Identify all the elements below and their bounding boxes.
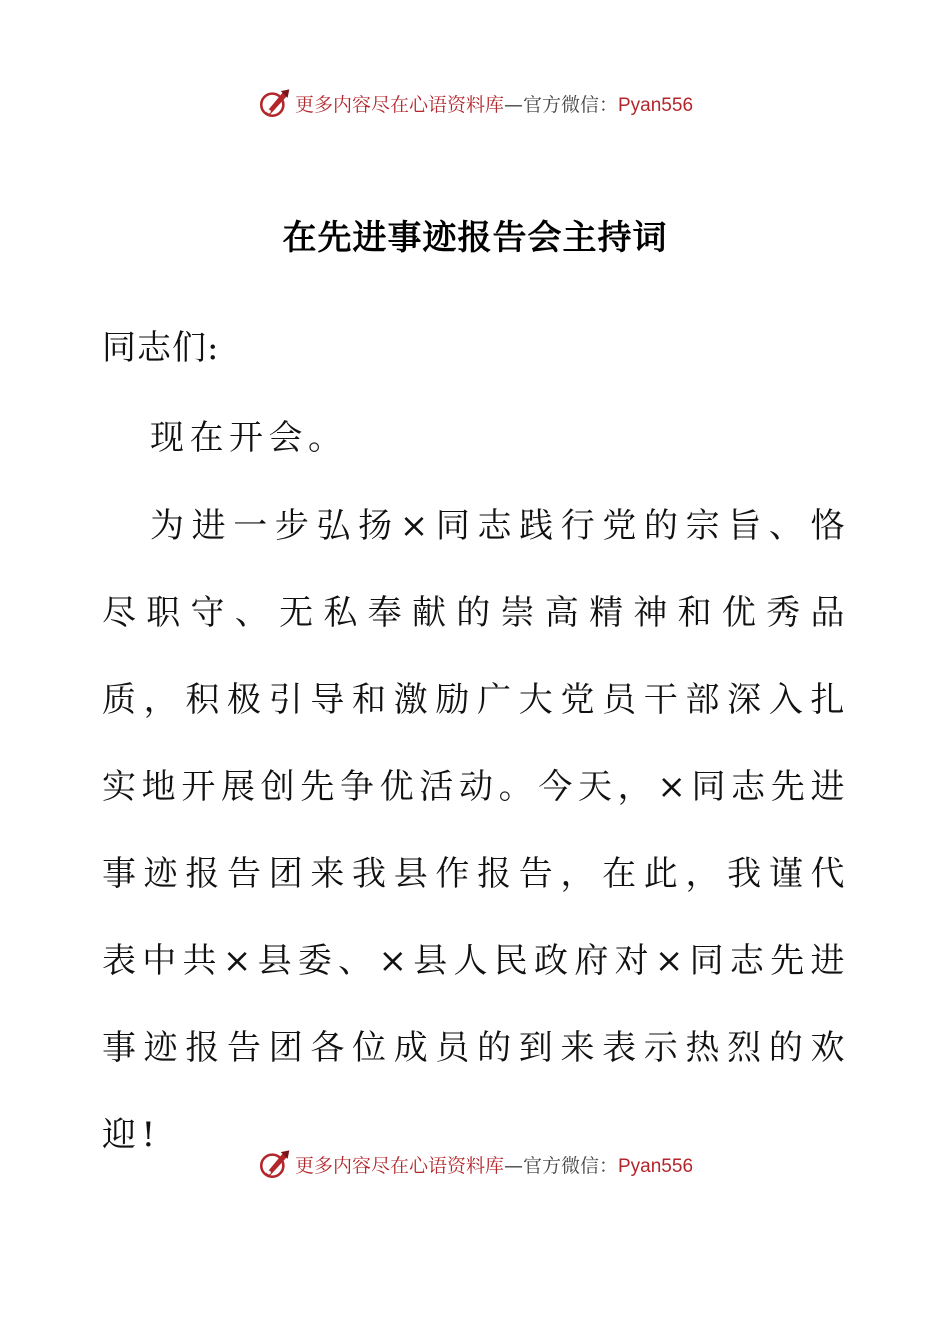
salutation: 同志们:: [102, 328, 220, 368]
wechat-id: Pyan556: [618, 1155, 694, 1177]
wechat-label: 官方微信：: [522, 93, 618, 116]
footer-watermark-text: [295, 1151, 693, 1178]
banner-dash: —: [503, 93, 523, 116]
header-watermark-banner: [0, 83, 950, 123]
wechat-id: Pyan556: [618, 94, 694, 116]
library-name: 更多内容尽在心语资料库: [294, 1154, 504, 1177]
wechat-label: 官方微信：: [522, 1154, 618, 1177]
pen-nib-logo-icon: [257, 1147, 291, 1181]
paragraph-body: 为进一步弘扬×同志践行党的宗旨、恪尽职守、无私奉献的崇高精神和优秀品质，积极引导和激励广大党员干部深入扎实地开展创先争优活动。今天，×同志先进事迹报告团来我县作报告，在此，我谨代表中共×县委、×县人民政府对×同志先进事迹报告团各位成员的到来表示热烈的欢迎!: [102, 506, 850, 1155]
paragraph-opening: 现在开会。: [150, 418, 348, 458]
document-title: 在先进事迹报告会主持词: [282, 218, 668, 258]
banner-dash: —: [503, 1154, 523, 1177]
header-watermark-text: [295, 90, 693, 117]
footer-watermark-banner: [0, 1144, 950, 1184]
library-name: 更多内容尽在心语资料库: [294, 93, 504, 116]
pen-nib-logo-icon: [257, 86, 291, 120]
